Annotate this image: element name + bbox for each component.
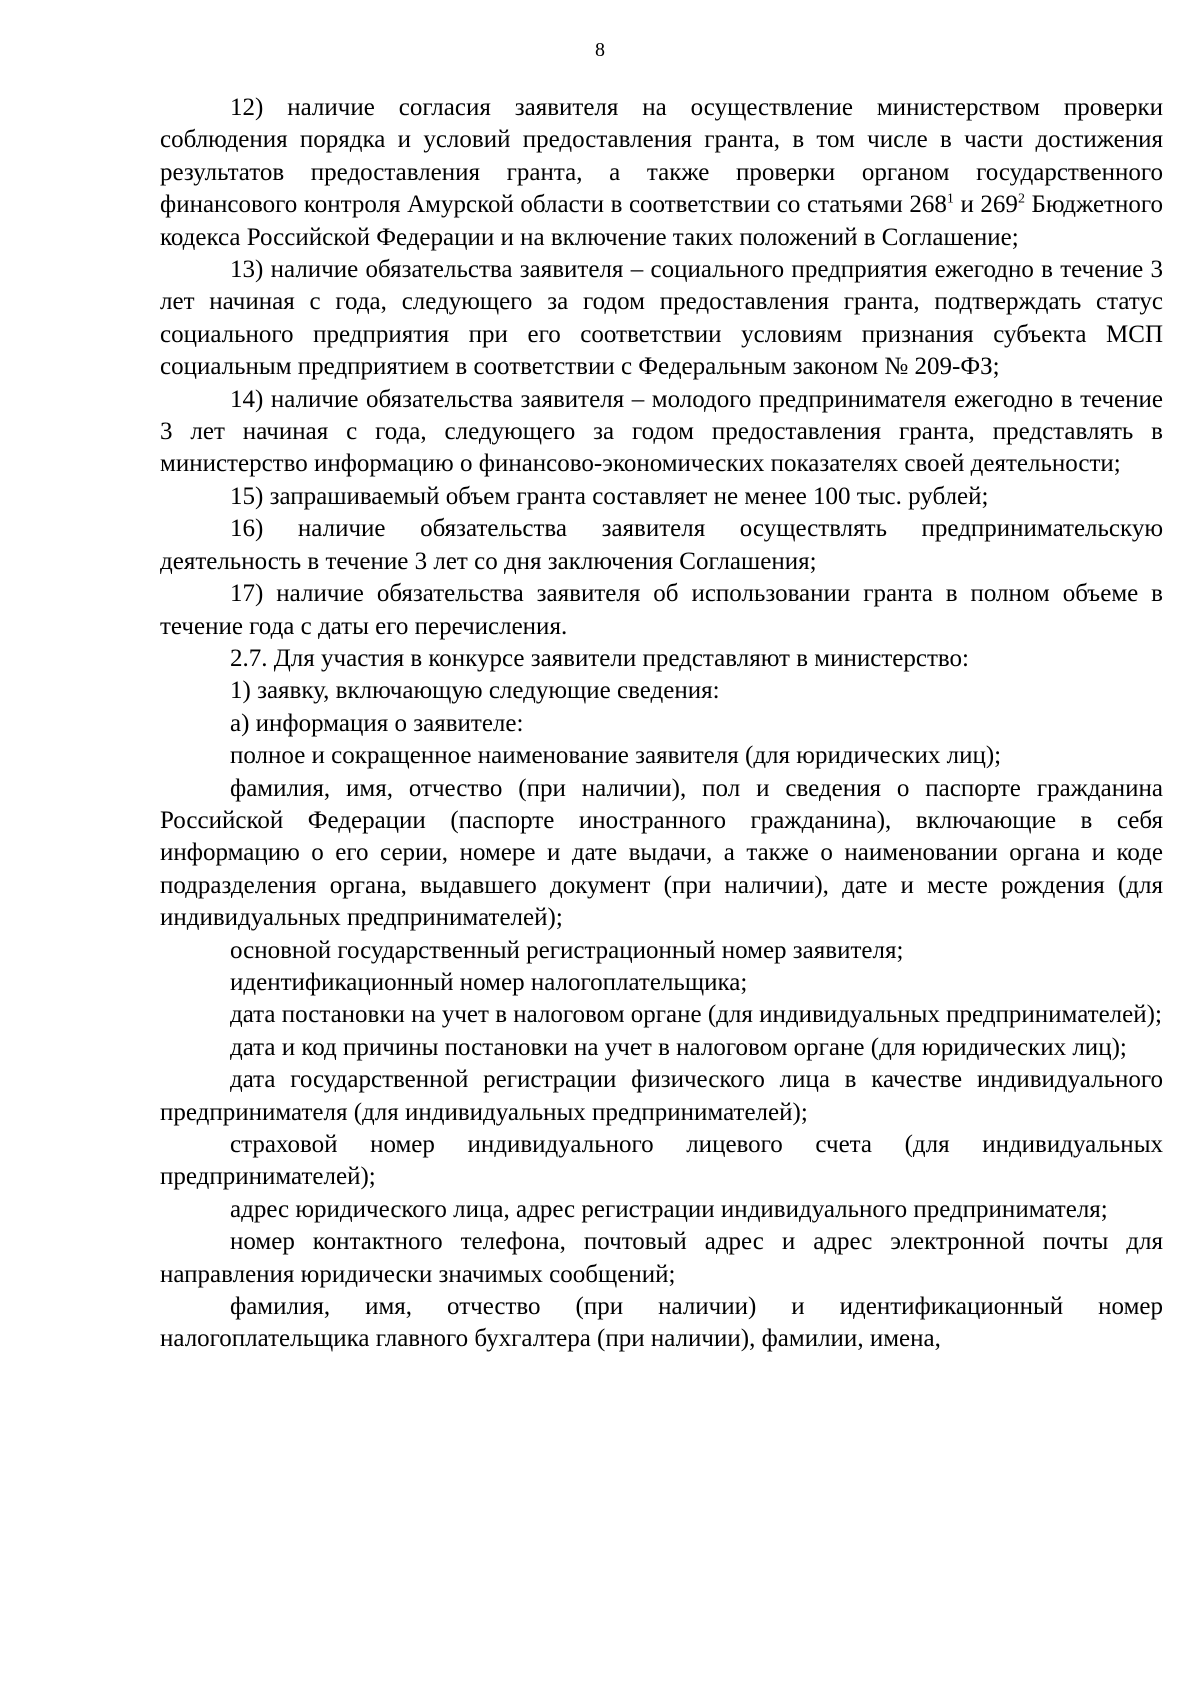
superscript: 2 [1017, 191, 1025, 207]
info-inn: идентификационный номер налогоплательщика; [230, 968, 748, 996]
info-fio-passport: фамилия, имя, отчество (при наличии), пол и сведения о паспорте гражданина Российской Федерации (паспорте иностранного гражданина), включающие в себя информацию о его серии, номере и дате выдачи, а также о наименовании органа и коде подразделения органа, выдавшего документ (при наличии), дате и месте рождения (для индивидуальных предпринимателей); [160, 774, 1163, 932]
info-date-tax-registration: дата постановки на учет в налоговом органе (для индивидуальных предпринимателей); [230, 1001, 1162, 1029]
superscript: 1 [946, 191, 954, 207]
paragraph-item-16: 16) наличие обязательства заявителя осуществлять предпринимательскую деятельность в течение 3 лет со дня заключения Соглашения; [160, 515, 1163, 575]
subitem-a: а) информация о заявителе: [230, 709, 524, 737]
document-body [160, 92, 1163, 1356]
paragraph-text: Бюджетного кодекса Российской Федерации и на включение таких положений в Соглашение; [160, 191, 1163, 251]
info-snils: страховой номер индивидуального лицевого счета (для индивидуальных предпринимателей); [160, 1131, 1163, 1191]
paragraph-item-17: 17) наличие обязательства заявителя об использовании гранта в полном объеме в течение года с даты его перечисления. [160, 580, 1163, 640]
paragraph-item-13: 13) наличие обязательства заявителя – социального предприятия ежегодно в течение 3 лет начиная с года, следующего за годом предоставления гранта, подтверждать статус социального предприятия при его соответствии условиям признания субъекта МСП социальным предприятием в соответствии с Федеральным законом № 209-ФЗ; [160, 256, 1163, 381]
paragraph-text: и 269 [953, 191, 1018, 219]
info-full-name: полное и сокращенное наименование заявителя (для юридических лиц); [230, 742, 1002, 770]
info-date-kpp: дата и код причины постановки на учет в налоговом органе (для юридических лиц); [230, 1033, 1127, 1061]
info-date-state-registration: дата государственной регистрации физического лица в качестве индивидуального предпринимателя (для индивидуальных предпринимателей); [160, 1066, 1163, 1126]
paragraph-item-14: 14) наличие обязательства заявителя – молодого предпринимателя ежегодно в течение 3 лет начиная с года, следующего за годом предоставления гранта, представлять в министерство информацию о финансово-экономических показателях своей деятельности; [160, 385, 1163, 478]
info-contacts: номер контактного телефона, почтовый адрес и адрес электронной почты для направления юридически значимых сообщений; [160, 1228, 1163, 1288]
paragraph-item-15: 15) запрашиваемый объем гранта составляет не менее 100 тыс. рублей; [230, 482, 989, 510]
page-number: 8 [595, 39, 605, 61]
info-chief-accountant: фамилия, имя, отчество (при наличии) и идентификационный номер налогоплательщика главного бухгалтера (при наличии), фамилии, имена, [160, 1293, 1163, 1353]
paragraph-item-12 [160, 92, 1163, 254]
info-address: адрес юридического лица, адрес регистрации индивидуального предпринимателя; [230, 1195, 1108, 1223]
subitem-1: 1) заявку, включающую следующие сведения: [230, 677, 720, 705]
section-2-7: 2.7. Для участия в конкурсе заявители представляют в министерство: [230, 644, 969, 672]
paragraph-text: 12) наличие согласия заявителя на осуществление министерством проверки соблюдения порядка и условий предоставления гранта, в том числе в части достижения результатов предоставления гранта, а также проверки органом государственного финансового контроля Амурской области в соответствии со статьями 268 [160, 94, 1163, 219]
info-ogrn: основной государственный регистрационный номер заявителя; [230, 936, 904, 964]
